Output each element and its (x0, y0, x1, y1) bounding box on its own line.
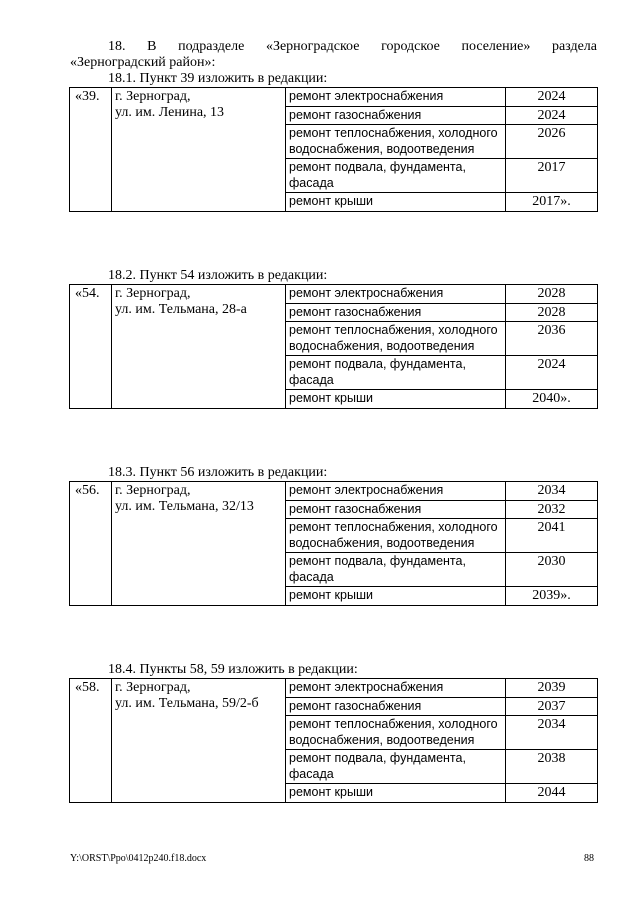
address-city: г. Зерноград, (115, 286, 191, 301)
address-street: ул. им. Ленина, 13 (115, 104, 225, 120)
intro-line-2: «Зерноградский район»: (70, 55, 216, 70)
work-type: ремонт теплоснабжения, холодного водоснабжения, водоотведения (286, 716, 506, 750)
work-year: 2039 (506, 679, 598, 698)
work-type: ремонт подвала, фундамента, фасада (286, 750, 506, 784)
item-table (69, 87, 598, 212)
item-address (112, 679, 286, 803)
work-year: 2034 (506, 716, 598, 750)
work-year: 2041 (506, 519, 598, 553)
work-year: 2026 (506, 125, 598, 159)
footer-file-path: Y:\ORST\Ppo\0412p240.f18.docx (70, 853, 207, 864)
work-type: ремонт крыши (286, 390, 506, 409)
table-row (70, 88, 598, 107)
work-year: 2040». (506, 390, 598, 409)
work-type: ремонт подвала, фундамента, фасада (286, 159, 506, 193)
table-row (70, 285, 598, 304)
item-table (69, 481, 598, 606)
item-table (69, 284, 598, 409)
address-city: г. Зерноград, (115, 89, 191, 104)
work-year: 2038 (506, 750, 598, 784)
address-street: ул. им. Тельмана, 32/13 (115, 498, 254, 514)
address-city: г. Зерноград, (115, 680, 191, 695)
work-type: ремонт теплоснабжения, холодного водоснабжения, водоотведения (286, 519, 506, 553)
work-year: 2024 (506, 106, 598, 125)
work-type: ремонт крыши (286, 587, 506, 606)
work-year: 2017 (506, 159, 598, 193)
work-type: ремонт крыши (286, 784, 506, 803)
table-row (70, 482, 598, 501)
work-type: ремонт газоснабжения (286, 303, 506, 322)
work-year: 2032 (506, 500, 598, 519)
work-type: ремонт газоснабжения (286, 500, 506, 519)
work-type: ремонт электроснабжения (286, 285, 506, 304)
work-year: 2028 (506, 303, 598, 322)
section-heading: 18.3. Пункт 56 изложить в редакции: (108, 465, 328, 480)
work-year: 2044 (506, 784, 598, 803)
work-type: ремонт крыши (286, 193, 506, 212)
work-type: ремонт теплоснабжения, холодного водоснабжения, водоотведения (286, 125, 506, 159)
work-type: ремонт газоснабжения (286, 106, 506, 125)
work-type: ремонт электроснабжения (286, 88, 506, 107)
work-type: ремонт подвала, фундамента, фасада (286, 356, 506, 390)
work-year: 2028 (506, 285, 598, 304)
page-number: 88 (584, 853, 594, 864)
intro-line-1: 18. В подразделе «Зерноградское городское поселение» раздела (108, 39, 597, 54)
work-year: 2024 (506, 356, 598, 390)
table-row (70, 679, 598, 698)
work-year: 2036 (506, 322, 598, 356)
work-type: ремонт теплоснабжения, холодного водоснабжения, водоотведения (286, 322, 506, 356)
item-table (69, 678, 598, 803)
section-heading: 18.4. Пункты 58, 59 изложить в редакции: (108, 662, 358, 677)
item-number: «39. (70, 88, 112, 212)
work-type: ремонт электроснабжения (286, 482, 506, 501)
address-street: ул. им. Тельмана, 59/2-б (115, 695, 259, 711)
address-city: г. Зерноград, (115, 483, 191, 498)
work-year: 2030 (506, 553, 598, 587)
intro-paragraph (70, 39, 597, 71)
item-number: «58. (70, 679, 112, 803)
work-year: 2017». (506, 193, 598, 212)
work-year: 2037 (506, 697, 598, 716)
item-address (112, 88, 286, 212)
item-address (112, 482, 286, 606)
work-type: ремонт газоснабжения (286, 697, 506, 716)
work-year: 2024 (506, 88, 598, 107)
item-address (112, 285, 286, 409)
item-number: «54. (70, 285, 112, 409)
work-type: ремонт подвала, фундамента, фасада (286, 553, 506, 587)
section-heading: 18.1. Пункт 39 изложить в редакции: (108, 71, 328, 86)
item-number: «56. (70, 482, 112, 606)
work-type: ремонт электроснабжения (286, 679, 506, 698)
address-street: ул. им. Тельмана, 28-а (115, 301, 247, 317)
work-year: 2034 (506, 482, 598, 501)
section-heading: 18.2. Пункт 54 изложить в редакции: (108, 268, 328, 283)
work-year: 2039». (506, 587, 598, 606)
